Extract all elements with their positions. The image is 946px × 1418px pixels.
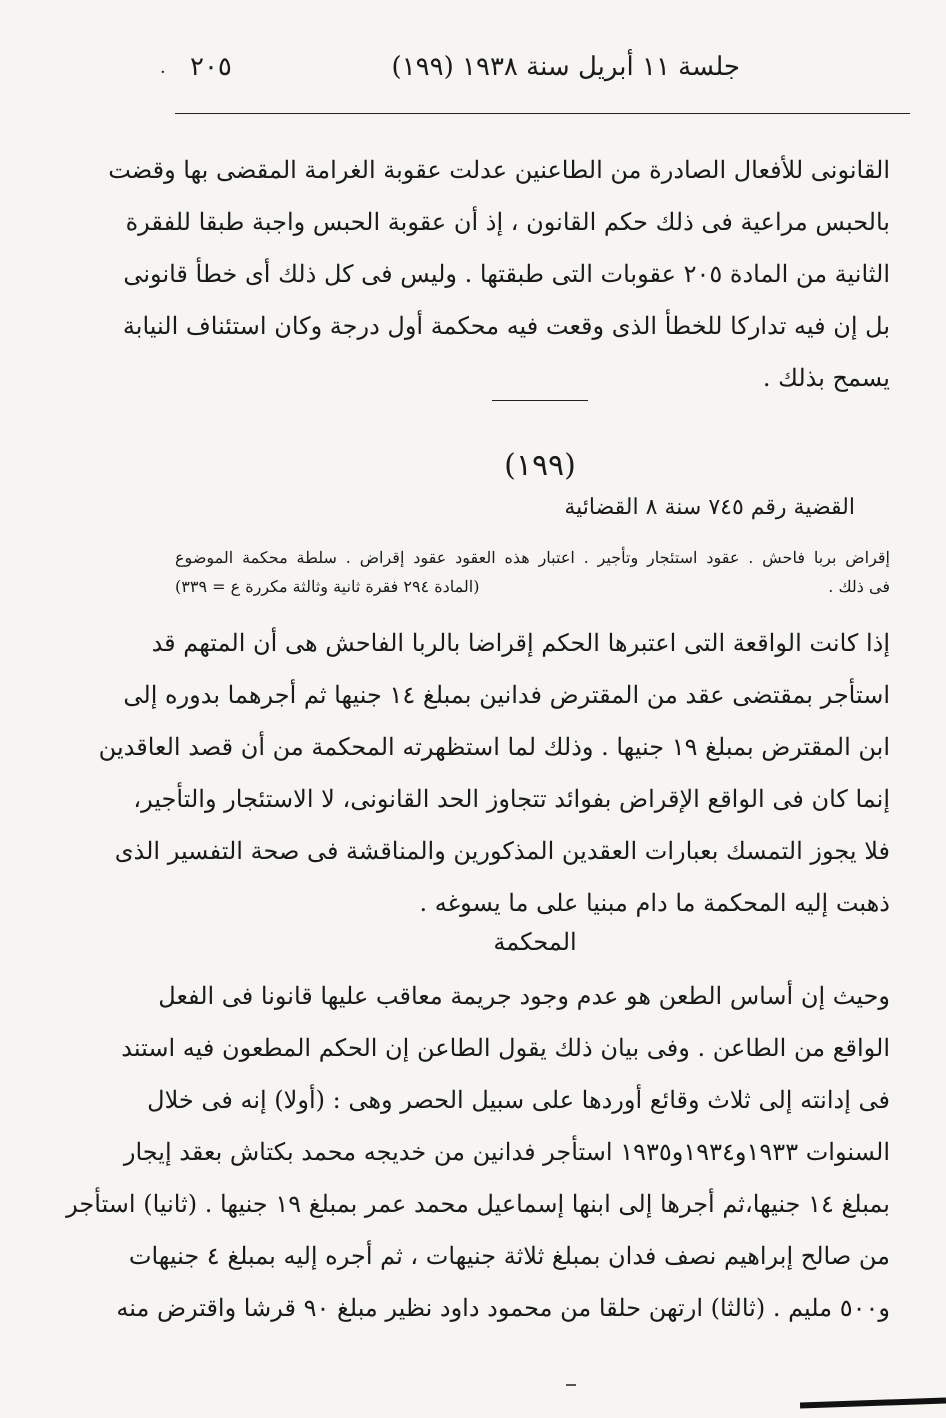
text-line: بالحبس مراعية فى ذلك حكم القانون ، إذ أن عقوبة الحبس واجبة طبقا للفقرة [125,208,890,236]
text-line: فلا يجوز التمسك بعبارات العقدين المذكورين والمناقشة فى صحة التفسير الذى [114,837,890,865]
text-line: إنما كان فى الواقع الإقراض بفوائد تتجاوز الحد القانونى، لا الاستئجار والتأجير، [133,785,890,813]
keywords-line: إقراض بربا فاحش . عقود استئجار وتأجير . اعتبار هذه العقود عقود إقراض . سلطة محكمة الموضوع [175,548,890,567]
text-line: الثانية من المادة ٢٠٥ عقوبات التى طبقتها . وليس فى كل ذلك أى خطأ قانونى [123,260,890,288]
case-keywords [175,543,890,601]
header-dot: · [160,62,166,83]
section-separator [492,400,588,401]
text-line: السنوات ١٩٣٣و١٩٣٤و١٩٣٥ استأجر فدانين من خديجه محمد بكتاش بعقد إيجار [123,1138,890,1166]
text-line: يسمح بذلك . [762,364,890,392]
text-line: القانونى للأفعال الصادرة من الطاعنين عدلت عقوبة الغرامة المقضى بها وقضت [108,156,890,184]
case-number: (١٩٩) [504,448,576,483]
header-rule [175,113,910,114]
page-number: ٢٠٥ [190,52,232,82]
keywords-line-2 [175,573,890,601]
text-line: ابن المقترض بمبلغ ١٩ جنيها . وذلك لما استظهرته المحكمة من أن قصد العاقدين [98,733,890,761]
court-heading: المحكمة [493,928,577,956]
keywords-line-end: فى ذلك . [828,577,890,596]
session-title: جلسة ١١ أبريل سنة ١٩٣٨ (١٩٩) [391,52,740,82]
scan-speck [566,1384,576,1386]
scan-edge-mark [800,1397,946,1408]
text-line: من صالح إبراهيم نصف فدان بمبلغ ثلاثة جنيهات ، ثم أجره إليه بمبلغ ٤ جنيهات [128,1242,890,1270]
text-line: فى إدانته إلى ثلاث وقائع أوردها على سبيل الحصر وهى : (أولا) إنه فى خلال [147,1086,890,1114]
text-line: ذهبت إليه المحكمة ما دام مبنيا على ما يسوغه . [419,889,890,917]
text-line: بمبلغ ١٤ جنيها،ثم أجرها إلى ابنها إسماعيل محمد عمر بمبلغ ١٩ جنيها . (ثانيا) استأجر [66,1190,890,1218]
paragraph-1 [108,144,890,404]
paragraph-2 [98,617,890,929]
text-line: الواقع من الطاعن . وفى بيان ذلك يقول الطاعن إن الحكم المطعون فيه استند [121,1034,890,1062]
case-reference: القضية رقم ٧٤٥ سنة ٨ القضائية [564,495,855,520]
text-line: وحيث إن أساس الطعن هو عدم وجود جريمة معاقب عليها قانونا فى الفعل [158,982,890,1010]
text-line: بل إن فيه تداركا للخطأ الذى وقعت فيه محكمة أول درجة وكان استئناف النيابة [122,312,890,340]
statute-reference: (المادة ٢٩٤ فقرة ثانية وثالثة مكررة ع = ٣٣٩) [175,577,480,596]
paragraph-3 [66,970,890,1334]
text-line: إذا كانت الواقعة التى اعتبرها الحكم إقراضا بالربا الفاحش هى أن المتهم قد [151,629,890,657]
text-line: و٥٠٠ مليم . (ثالثا) ارتهن حلقا من محمود داود نظير مبلغ ٩٠ قرشا واقترض منه [116,1294,890,1322]
text-line: استأجر بمقتضى عقد من المقترض فدانين بمبلغ ١٤ جنيها ثم أجرهما بدوره إلى [123,681,890,709]
page-header [160,52,900,102]
